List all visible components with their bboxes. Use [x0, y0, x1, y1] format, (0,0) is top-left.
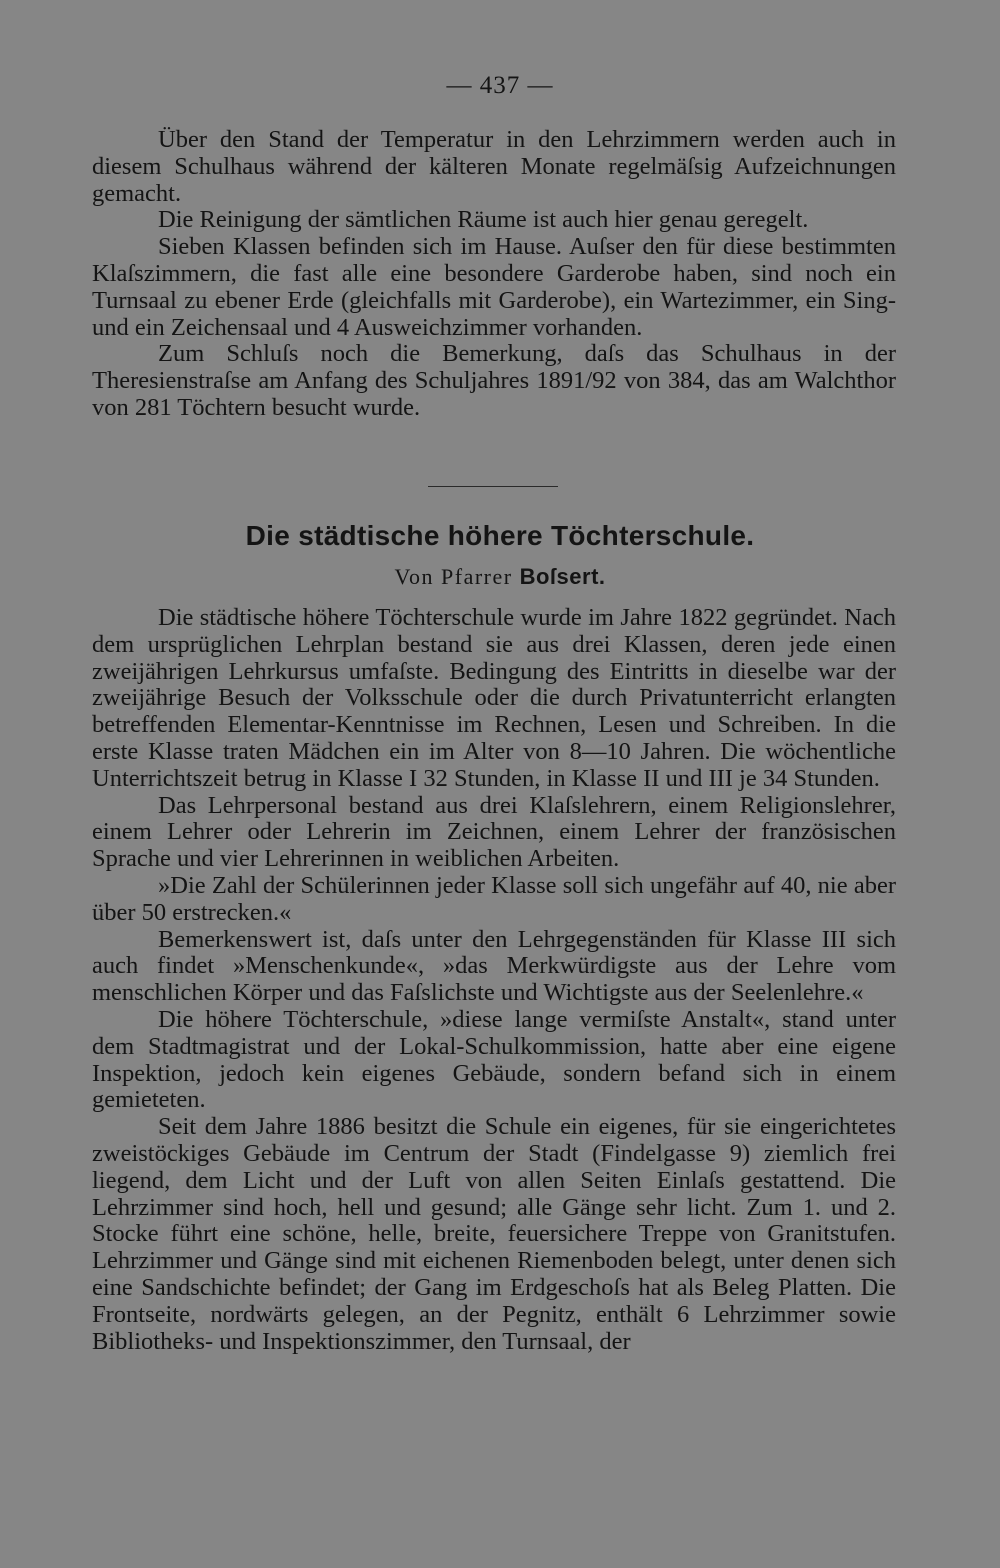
paragraph: Die Reinigung der sämtlichen Räume ist auch hier genau geregelt.: [158, 206, 809, 234]
section-previous-text: [92, 127, 896, 422]
paragraph: »Die Zahl der Schülerinnen jeder Klasse soll sich ungefähr auf 40, nie aber über 50 erstrecken.«: [92, 871, 896, 926]
paragraph: Die höhere Töchterschule, »diese lange vermiſste Anstalt«, stand unter dem Stadtmagistrat und der Lokal-Schulkommission, hatte aber eine eigene Inspektion, jedoch kein eigenes Gebäude, sondern befand sich in einem gemieteten.: [92, 1005, 896, 1114]
section-body: [92, 605, 896, 1355]
page-number: — 437 —: [446, 72, 554, 99]
byline: [0, 564, 1000, 590]
paragraph: Das Lehrpersonal bestand aus drei Klaſslehrern, einem Religionslehrer, einem Lehrer oder Lehrerin im Zeichnen, einem Lehrer der französischen Sprache und vier Lehrerinnen in weiblichen Arbeiten.: [92, 791, 896, 873]
section-divider: [428, 486, 558, 487]
paragraph: Sieben Klassen befinden sich im Hause. Auſser den für diese bestimmten Klaſszimmern, die fast alle eine besondere Garderobe haben, sind noch ein Turnsaal zu ebener Erde (gleichfalls mit Garderobe), ein Wartezimmer, ein Sing- und ein Zeichensaal und 4 Ausweichzimmer vorhanden.: [92, 233, 896, 341]
section-title: Die städtische höhere Töchterschule.: [245, 520, 755, 551]
paragraph: Zum Schluſs noch die Bemerkung, daſs das Schulhaus in der Theresienstraſse am Anfang des Schuljahres 1891/92 von 384, das am Walchthor von 281 Töchtern besucht wurde.: [92, 340, 896, 421]
author-name: Boſsert.: [519, 564, 606, 589]
paragraph: Bemerkenswert ist, daſs unter den Lehrgegenständen für Klasse III sich auch findet »Menschenkunde«, »das Merkwürdigste aus der Lehre vom menschlichen Körper und das Faſslichste und Wichtigste aus der Seelenlehre.«: [92, 925, 896, 1007]
paragraph: Die städtische höhere Töchterschule wurde im Jahre 1822 gegründet. Nach dem ursprüglichen Lehrplan bestand sie aus drei Klassen, deren jede einen zweijährigen Lehrkursus umfaſste. Bedingung des Eintritts in dieselbe war der zweijährige Besuch der Volksschule oder die durch Privatunterricht erlangten betreffenden Elementar-Kenntnisse im Rechnen, Lesen und Schreiben. In die erste Klasse traten Mädchen ein im Alter von 8—10 Jahren. Die wöchentliche Unterrichtszeit betrug in Klasse I 32 Stunden, in Klasse II und III je 34 Stunden.: [92, 604, 896, 792]
paragraph: Seit dem Jahre 1886 besitzt die Schule ein eigenes, für sie eingerichtetes zweistöckiges Gebäude im Centrum der Stadt (Findelgasse 9) ziemlich frei liegend, dem Licht und der Luft von allen Seiten Einlaſs gestattend. Die Lehrzimmer sind hoch, hell und gesund; alle Gänge sehr licht. Zum 1. und 2. Stocke führt eine schöne, helle, breite, feuersichere Treppe von Granitstufen. Lehrzimmer und Gänge sind mit eichenen Riemenboden belegt, unter denen sich eine Sandschichte befindet; der Gang im Erdgeschoſs hat als Beleg Platten. Die Frontseite, nordwärts gelegen, an der Pegnitz, enthält 6 Lehrzimmer sowie Bibliotheks- und Inspektionszimmer, den Turnsaal, der: [92, 1113, 896, 1355]
byline-prefix: Von Pfarrer: [394, 564, 513, 589]
paragraph: Über den Stand der Temperatur in den Lehrzimmern werden auch in diesem Schulhaus während der kälteren Monate regelmäſsig Aufzeichnungen gemacht.: [92, 126, 896, 207]
